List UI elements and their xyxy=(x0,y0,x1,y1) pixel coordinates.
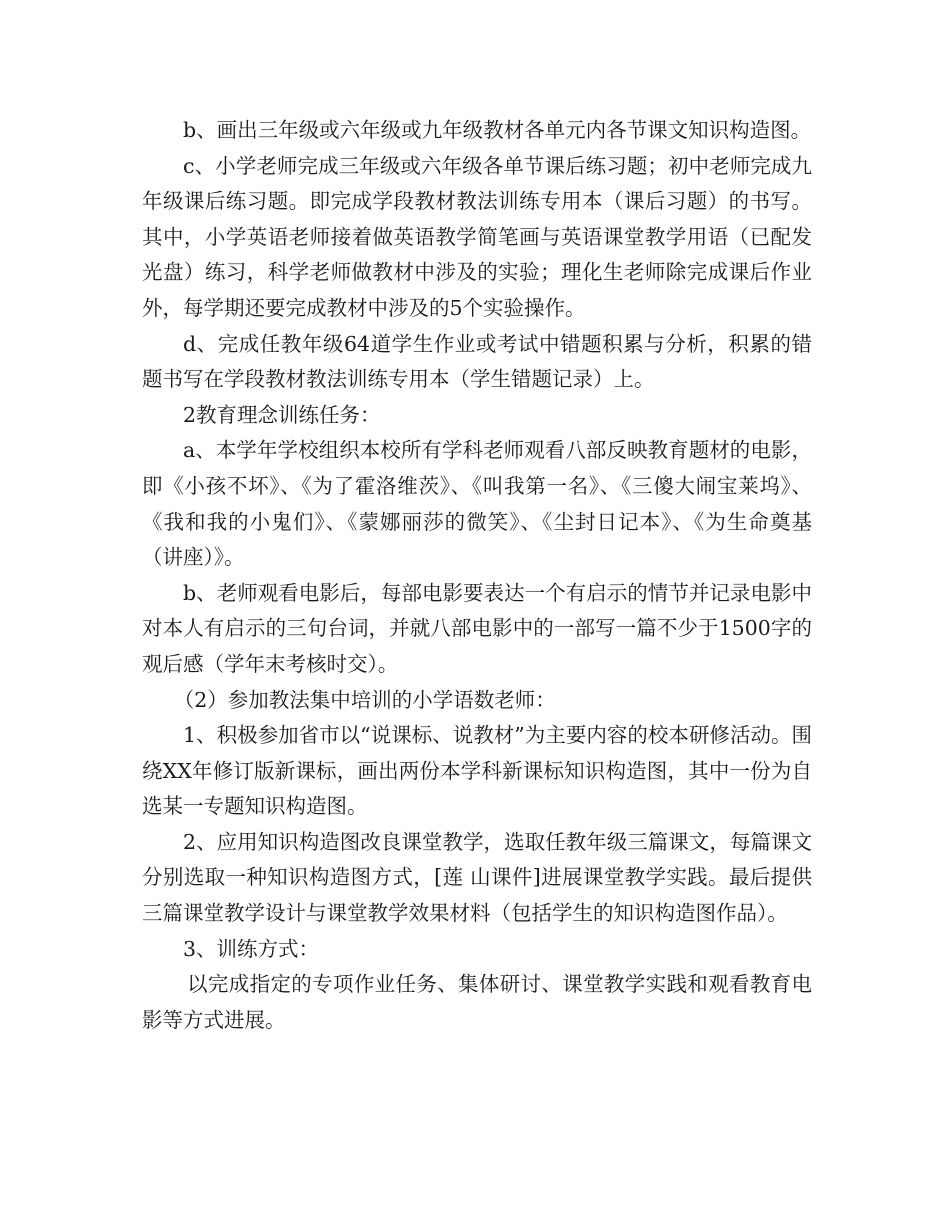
paragraph-a-movies: a、本学年学校组织本校所有学科老师观看八部反映教育题材的电影，即《小孩不坏》、《为了霍洛维茨》、《叫我第一名》、《三傻大闹宝莱坞》、《我和我的小鬼们》、《蒙娜丽莎的微笑》、《尘封日记本》、《为生命奠基（讲座）》。 xyxy=(142,438,812,570)
paragraph-c-exercises: c、小学老师完成三年级或六年级各单节课后练习题；初中老师完成九年级课后练习题。即完成学段教材教法训练专用本（课后习题）的书写。其中，小学英语老师接着做英语教学简笔画与英语课堂教学用语（已配发光盘）练习，科学老师做教材中涉及的实验；理化生老师除完成课后作业外，每学期还要完成教材中涉及的5个实验操作。 xyxy=(142,153,812,320)
paragraph-b-movie-review: b、老师观看电影后，每部电影要表达一个有启示的情节并记录电影中对本人有启示的三句台词，并就八部电影中的一部写一篇不少于1500字的观后感（学年末考核时交）。 xyxy=(142,580,812,676)
paragraph-training-method: 以完成指定的专项作业任务、集体研讨、课堂教学实践和观看教育电影等方式进展。 xyxy=(142,972,812,1032)
paragraph-1-research: 1、积极参加省市以“说课标、说教材”为主要内容的校本研修活动。围绕XX年修订版新课标，画出两份本学科新课标知识构造图，其中一份为自选某一专题知识构造图。 xyxy=(142,723,812,819)
section-heading-training-method: 3、训练方式： xyxy=(183,936,320,961)
paragraph-b-structure-diagram: b、画出三年级或六年级或九年级教材各单元内各节课文知识构造图。 xyxy=(183,118,812,142)
paragraph-d-error-analysis: d、完成任教年级64道学生作业或考试中错题积累与分析，积累的错题书写在学段教材教法训练专用本（学生错题记录）上。 xyxy=(142,331,812,392)
paragraph-2-classroom-practice: 2、应用知识构造图改良课堂教学，选取任教年级三篇课文，每篇课文分别选取一种知识构造图方式，[莲 山课件]进展课堂教学实践。最后提供三篇课堂教学设计与课堂教学效果材料（包括学生的知识构造图作品）。 xyxy=(142,829,812,926)
section-heading-teacher-training: （2）参加教法集中培训的小学语数老师： xyxy=(173,687,556,712)
section-heading-education-concept: 2教育理念训练任务： xyxy=(183,402,381,427)
document-body xyxy=(142,113,812,1038)
